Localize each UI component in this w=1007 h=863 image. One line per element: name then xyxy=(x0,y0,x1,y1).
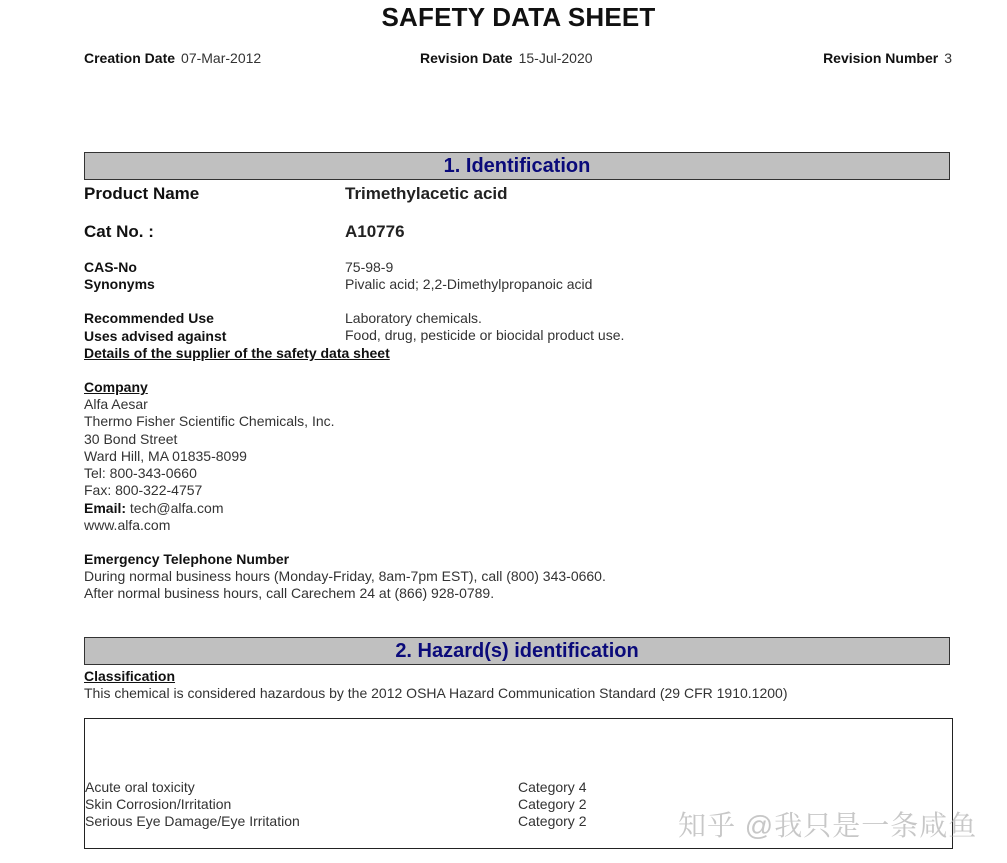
company-line: 30 Bond Street xyxy=(84,430,178,447)
revision-number-label: Revision Number xyxy=(823,50,939,66)
hazard-name: Serious Eye Damage/Eye Irritation xyxy=(85,813,300,829)
synonyms-label: Synonyms xyxy=(84,276,155,292)
cat-no-value: A10776 xyxy=(345,222,405,241)
classification-label: Classification xyxy=(84,668,176,684)
hazard-name: Skin Corrosion/Irritation xyxy=(85,796,232,812)
document-title: SAFETY DATA SHEET xyxy=(381,2,656,32)
email-label: Email: xyxy=(84,499,127,516)
watermark: 知乎 @我只是一条咸鱼 xyxy=(678,810,978,841)
hazard-categories xyxy=(518,779,586,830)
company-line: Ward Hill, MA 01835-8099 xyxy=(84,447,247,464)
website: www.alfa.com xyxy=(84,517,171,534)
cas-label: CAS-No xyxy=(84,259,137,275)
emergency-info xyxy=(84,568,606,603)
hazard-category: Category 4 xyxy=(518,779,587,795)
emergency-line: After normal business hours, call Carechem 24 at (866) 928-0789. xyxy=(84,585,495,602)
hazard-category: Category 2 xyxy=(518,796,587,812)
company-address xyxy=(84,396,335,534)
classification-text: This chemical is considered hazardous by the 2012 OSHA Hazard Communication Standard (29 CFR 1910.1200) xyxy=(84,685,788,701)
cas-value: 75-98-9 xyxy=(345,259,394,275)
revision-date xyxy=(420,50,593,66)
revision-date-label: Revision Date xyxy=(420,50,513,66)
recommended-use-label: Recommended Use xyxy=(84,310,214,326)
company-line: Tel: 800-343-0660 xyxy=(84,465,197,482)
product-name-value: Trimethylacetic acid xyxy=(345,184,508,203)
section-2-heading: 2. Hazard(s) identification xyxy=(84,637,950,665)
revision-number-value: 3 xyxy=(944,50,952,66)
company-line: Alfa Aesar xyxy=(84,396,148,412)
product-name-label: Product Name xyxy=(84,184,200,203)
supplier-heading: Details of the supplier of the safety data sheet xyxy=(84,345,390,361)
hazard-category: Category 2 xyxy=(518,813,587,829)
synonyms-value: Pivalic acid; 2,2-Dimethylpropanoic acid xyxy=(345,276,593,292)
company-line: Fax: 800-322-4757 xyxy=(84,482,203,499)
emergency-label: Emergency Telephone Number xyxy=(84,551,290,567)
revision-number xyxy=(823,50,952,66)
company-label: Company xyxy=(84,379,148,395)
recommended-use-value: Laboratory chemicals. xyxy=(345,310,482,326)
email-line xyxy=(84,500,335,517)
creation-date-label: Creation Date xyxy=(84,50,176,66)
revision-date-value: 15-Jul-2020 xyxy=(518,50,593,66)
emergency-line: During normal business hours (Monday-Friday, 8am-7pm EST), call (800) 343-0660. xyxy=(84,568,606,584)
hazard-names xyxy=(85,779,300,830)
creation-date-value: 07-Mar-2012 xyxy=(181,50,262,66)
cat-no-label: Cat No. : xyxy=(84,222,154,241)
creation-date xyxy=(84,50,261,66)
company-line: Thermo Fisher Scientific Chemicals, Inc. xyxy=(84,413,335,430)
uses-against-label: Uses advised against xyxy=(84,328,227,344)
hazard-name: Acute oral toxicity xyxy=(85,779,195,795)
uses-against-value: Food, drug, pesticide or biocidal product use. xyxy=(345,327,625,343)
section-1-heading: 1. Identification xyxy=(84,152,950,180)
email-value: tech@alfa.com xyxy=(129,499,224,516)
